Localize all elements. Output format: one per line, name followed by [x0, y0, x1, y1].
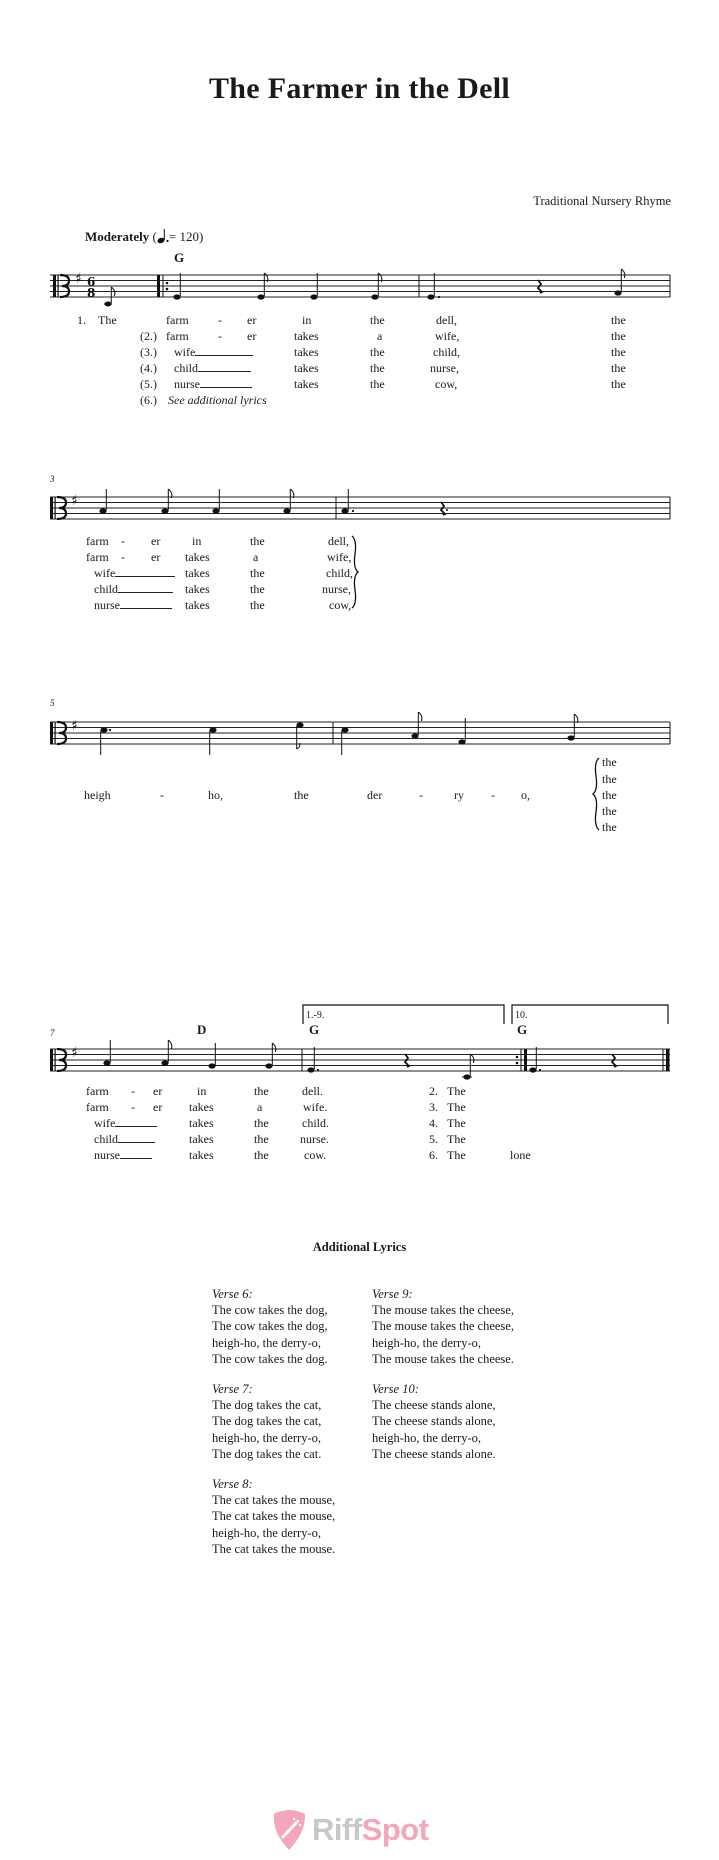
- lyric-syllable: child: [94, 582, 118, 596]
- lyric-melisma: [174, 345, 253, 360]
- chord-symbol: G: [517, 1022, 528, 1037]
- lyric-melisma: [94, 582, 173, 597]
- lyric-syllable: er: [151, 550, 161, 564]
- lyric-melisma: [94, 598, 172, 613]
- measure-number: 3: [50, 474, 55, 484]
- lyric-hyphen: -: [491, 788, 495, 802]
- lyric-syllable: lone: [510, 1148, 531, 1162]
- volta-brackets: [302, 1004, 672, 1024]
- verse-number: (2.): [140, 329, 157, 343]
- lyric-melisma: [174, 361, 251, 376]
- lyric-syllable: in: [197, 1084, 207, 1098]
- verse-label: Verse 6:: [212, 1287, 253, 1301]
- lyric-syllable: farm: [86, 550, 109, 564]
- lyric-syllable: dell,: [436, 313, 457, 327]
- lyric-syllable: the: [254, 1116, 269, 1130]
- lyric-syllable: a: [257, 1100, 263, 1114]
- lyric-syllable: takes: [189, 1100, 214, 1114]
- lyric-hyphen: -: [131, 1084, 135, 1098]
- lyric-syllable: takes: [185, 550, 210, 564]
- verse-block-9: [372, 1286, 514, 1367]
- tempo-label: Moderately: [85, 229, 150, 244]
- verse-line: The cheese stands alone,: [372, 1414, 496, 1429]
- tempo-bpm: = 120: [168, 229, 199, 244]
- tempo-open-paren: (: [152, 229, 157, 244]
- key-signature-sharp: ♯: [75, 271, 82, 287]
- lyric-syllable: der: [367, 788, 383, 802]
- lyric-syllable: er: [247, 329, 257, 343]
- lyric-syllable: nurse: [94, 1148, 120, 1162]
- verse-number: (6.): [140, 393, 157, 407]
- lyric-syllable: dell,: [328, 534, 349, 548]
- lyric-melisma: [94, 1116, 157, 1131]
- staff-system-4: [50, 1032, 675, 1082]
- lyric-syllable: the: [254, 1084, 269, 1098]
- see-additional-lyrics-note: See additional lyrics: [168, 393, 267, 407]
- lyric-syllable: the: [250, 598, 265, 612]
- verse-line: The cat takes the mouse.: [212, 1541, 336, 1556]
- lyric-syllable: nurse: [94, 598, 120, 612]
- composer-credit: Traditional Nursery Rhyme: [533, 194, 671, 208]
- lyric-syllable: The: [447, 1116, 466, 1130]
- dotted-quarter-note-icon: [157, 228, 169, 244]
- verse-label: Verse 7:: [212, 1382, 253, 1396]
- lyric-syllable: takes: [185, 566, 210, 580]
- lyric-syllable: the: [294, 788, 309, 802]
- lyric-syllable: takes: [185, 582, 210, 596]
- verse-line: The mouse takes the cheese,: [372, 1303, 514, 1318]
- lyric-syllable: heigh: [84, 788, 111, 802]
- verse-number: (4.): [140, 361, 157, 375]
- lyric-syllable: wife: [94, 566, 116, 580]
- verse-line: The cow takes the dog.: [212, 1351, 328, 1366]
- measure-number: 5: [50, 698, 55, 708]
- verse-line: The cheese stands alone,: [372, 1398, 496, 1413]
- lyric-hyphen: -: [218, 329, 222, 343]
- lyric-syllable: in: [192, 534, 202, 548]
- svg-text:♯: ♯: [71, 1045, 78, 1061]
- lyric-syllable: er: [247, 313, 257, 327]
- verse-line: The cheese stands alone.: [372, 1446, 496, 1461]
- verse-number: 3.: [429, 1100, 438, 1114]
- lyric-syllable: the: [611, 345, 626, 359]
- lyric-syllable: The: [98, 313, 117, 327]
- lyric-syllable: dell.: [302, 1084, 323, 1098]
- lyric-hyphen: -: [121, 550, 125, 564]
- verse-line: The cow takes the dog,: [212, 1303, 328, 1318]
- lyric-syllable: nurse: [174, 377, 200, 391]
- lyric-melisma: [174, 377, 252, 392]
- verse-number: 5.: [429, 1132, 438, 1146]
- lyric-syllable: wife,: [327, 550, 352, 564]
- chord-symbol: D: [197, 1022, 207, 1037]
- logo-text-spot: Spot: [361, 1812, 429, 1847]
- volta-1-label: 1.-9.: [306, 1010, 325, 1021]
- lyric-syllable: wife: [94, 1116, 116, 1130]
- lyric-hyphen: -: [160, 788, 164, 802]
- lyric-syllable: takes: [294, 329, 319, 343]
- svg-text:♯: ♯: [71, 718, 78, 734]
- svg-text:8: 8: [87, 286, 96, 300]
- logo-text-riff: Riff: [312, 1812, 362, 1847]
- lyric-syllable: the: [611, 313, 626, 327]
- tempo-close-paren: ): [198, 229, 204, 244]
- lyric-melisma: [94, 1148, 152, 1163]
- verse-label: Verse 8:: [212, 1477, 253, 1491]
- verse-number: 1.: [77, 313, 86, 327]
- lyric-syllable: takes: [185, 598, 210, 612]
- lyric-syllable: the: [370, 345, 385, 359]
- lyric-syllable: the: [602, 788, 617, 802]
- lyric-melisma: [94, 566, 175, 581]
- lyric-syllable: child,: [433, 345, 460, 359]
- lyric-hyphen: -: [121, 534, 125, 548]
- lyric-syllable: The: [447, 1148, 466, 1162]
- lyric-syllable: farm: [86, 1084, 109, 1098]
- lyric-syllable: takes: [294, 345, 319, 359]
- lyric-syllable: takes: [189, 1132, 214, 1146]
- lyric-syllable: child,: [326, 566, 353, 580]
- lyric-syllable: takes: [294, 361, 319, 375]
- chord-symbol: G: [309, 1022, 320, 1037]
- verse-number: 6.: [429, 1148, 438, 1162]
- lyric-syllable: the: [602, 772, 617, 786]
- lyric-melisma: [94, 1132, 155, 1147]
- lyric-syllable: ry: [454, 788, 464, 802]
- lyric-syllable: er: [153, 1100, 163, 1114]
- lyric-syllable: child: [174, 361, 198, 375]
- lyric-syllable: the: [611, 329, 626, 343]
- measure-number: 7: [50, 1028, 55, 1038]
- verse-number: (5.): [140, 377, 157, 391]
- lyric-syllable: cow.: [304, 1148, 327, 1162]
- lyric-syllable: wife.: [303, 1100, 328, 1114]
- verse-block-7: [212, 1381, 321, 1462]
- verse-brace-right: [350, 534, 360, 614]
- lyric-syllable: the: [370, 377, 385, 391]
- lyric-syllable: takes: [294, 377, 319, 391]
- verse-label: Verse 9:: [372, 1287, 413, 1301]
- verse-line: heigh-ho, the derry-o,: [212, 1430, 321, 1445]
- lyric-syllable: the: [611, 377, 626, 391]
- verse-line: The cat takes the mouse,: [212, 1493, 336, 1508]
- lyric-syllable: farm: [166, 329, 189, 343]
- verse-number: 2.: [429, 1084, 438, 1098]
- lyric-syllable: The: [447, 1100, 466, 1114]
- riffspot-logo: [270, 1808, 429, 1852]
- lyric-syllable: the: [250, 582, 265, 596]
- guitar-pick-icon: [270, 1808, 308, 1852]
- lyric-syllable: takes: [189, 1148, 214, 1162]
- lyric-hyphen: -: [218, 313, 222, 327]
- lyric-syllable: the: [254, 1132, 269, 1146]
- lyric-syllable: the: [250, 566, 265, 580]
- verse-label: Verse 10:: [372, 1382, 419, 1396]
- lyric-syllable: a: [253, 550, 259, 564]
- lyric-syllable: er: [151, 534, 161, 548]
- lyric-syllable: er: [153, 1084, 163, 1098]
- chord-symbol: G: [174, 250, 185, 265]
- lyric-hyphen: -: [131, 1100, 135, 1114]
- lyric-syllable: the: [254, 1148, 269, 1162]
- lyric-syllable: the: [370, 313, 385, 327]
- lyric-syllable: the: [611, 361, 626, 375]
- verse-line: The dog takes the cat.: [212, 1446, 322, 1461]
- lyric-syllable: the: [250, 534, 265, 548]
- lyric-syllable: cow,: [435, 377, 458, 391]
- lyric-syllable: farm: [86, 534, 109, 548]
- verse-block-6: [212, 1286, 328, 1367]
- verse-line: The mouse takes the cheese.: [372, 1351, 514, 1366]
- volta-2-label: 10.: [515, 1010, 528, 1021]
- lyric-syllable: wife,: [435, 329, 460, 343]
- verse-number: (3.): [140, 345, 157, 359]
- lyric-syllable: The: [447, 1084, 466, 1098]
- staff-system-2: [50, 480, 675, 530]
- verse-line: The cat takes the mouse,: [212, 1509, 336, 1524]
- verse-number: 4.: [429, 1116, 438, 1130]
- lyric-syllable: the: [370, 361, 385, 375]
- lyric-syllable: nurse,: [322, 582, 351, 596]
- lyric-syllable: cow,: [329, 598, 352, 612]
- lyric-syllable: ho,: [208, 788, 223, 802]
- verse-line: The cow takes the dog,: [212, 1319, 328, 1334]
- verse-line: The dog takes the cat,: [212, 1414, 322, 1429]
- verse-block-8: [212, 1476, 335, 1557]
- lyric-syllable: child.: [302, 1116, 329, 1130]
- lyric-syllable: in: [302, 313, 312, 327]
- verse-line: heigh-ho, the derry-o,: [212, 1525, 321, 1540]
- verse-block-10: [372, 1381, 496, 1462]
- lyric-syllable: farm: [166, 313, 189, 327]
- verse-line: The mouse takes the cheese,: [372, 1319, 514, 1334]
- staff-system-3: [50, 705, 675, 765]
- verse-line: heigh-ho, the derry-o,: [212, 1335, 321, 1350]
- verse-line: heigh-ho, the derry-o,: [372, 1335, 481, 1350]
- verse-brace-left: [591, 756, 601, 836]
- svg-text:6: 6: [87, 275, 96, 289]
- verse-line: The dog takes the cat,: [212, 1398, 322, 1413]
- lyric-syllable: a: [377, 329, 383, 343]
- staff-system-1: [50, 265, 675, 315]
- lyric-hyphen: -: [419, 788, 423, 802]
- verse-line: heigh-ho, the derry-o,: [372, 1430, 481, 1445]
- lyric-syllable: farm: [86, 1100, 109, 1114]
- page-title: The Farmer in the Dell: [209, 72, 510, 105]
- lyric-syllable: the: [602, 804, 617, 818]
- lyric-syllable: nurse,: [430, 361, 459, 375]
- lyric-syllable: the: [602, 820, 617, 834]
- lyric-syllable: o,: [521, 788, 530, 802]
- lyric-syllable: wife: [174, 345, 196, 359]
- lyric-syllable: The: [447, 1132, 466, 1146]
- lyric-syllable: nurse.: [300, 1132, 329, 1146]
- tempo-marking: [85, 228, 203, 245]
- lyric-syllable: child: [94, 1132, 118, 1146]
- lyric-syllable: the: [602, 755, 617, 769]
- additional-lyrics-title: Additional Lyrics: [312, 1240, 407, 1254]
- lyric-syllable: takes: [189, 1116, 214, 1130]
- svg-text:♯: ♯: [71, 493, 78, 509]
